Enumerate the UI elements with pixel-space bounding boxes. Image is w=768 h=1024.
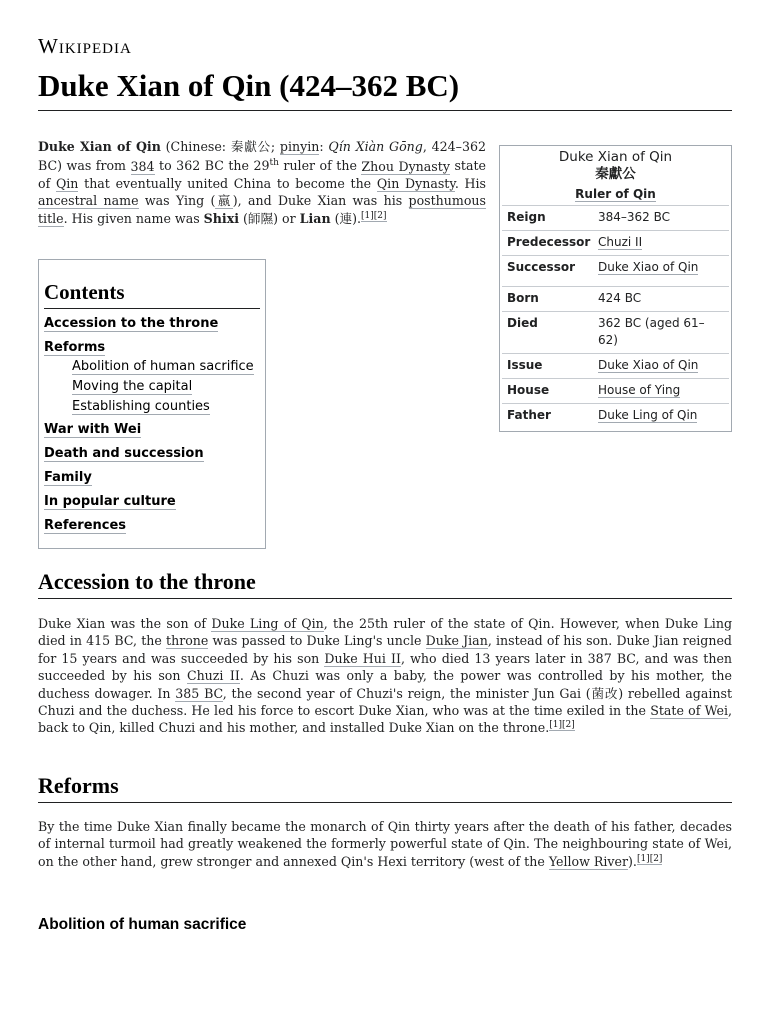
toc-list: [44, 315, 260, 535]
toc-subitem-counties[interactable]: [72, 397, 260, 417]
lead-text: , 424–362 BC) was from: [38, 139, 486, 174]
issue-link[interactable]: Duke Xiao of Qin: [598, 358, 699, 372]
shixi-characters: 師隰: [247, 210, 274, 226]
toc-item-label: In popular culture: [44, 494, 176, 509]
lead-text: . His given name was: [63, 210, 204, 226]
toc-subitem-capital[interactable]: [72, 377, 260, 397]
lead-paragraph: [38, 138, 486, 227]
father-link[interactable]: Duke Ling of Qin: [598, 408, 698, 422]
posthumous-title-link[interactable]: posthumous title: [38, 193, 487, 226]
infobox-row-reign: [502, 205, 729, 230]
toc-subitem-label: Moving the capital: [72, 379, 193, 394]
logo-text: Wikipedia: [38, 34, 132, 58]
reforms-section: [38, 818, 732, 870]
accession-paragraph: [38, 615, 732, 737]
throne-link[interactable]: throne: [166, 633, 209, 649]
toc-item-label: References: [44, 518, 127, 533]
predecessor-link[interactable]: Chuzi II: [598, 235, 643, 249]
lead-text: (: [239, 210, 248, 226]
ying-character-link[interactable]: 嬴: [215, 193, 233, 209]
infobox-row-issue: [502, 353, 729, 378]
year-385-bc-link[interactable]: 385 BC: [175, 685, 223, 701]
reference-2[interactable]: [650, 854, 663, 865]
toc-item-label: Accession to the throne: [44, 316, 219, 331]
infobox-label: Father: [507, 408, 551, 422]
infobox-value: [598, 407, 724, 424]
body-text: , the second year of Chuzi's reign, the minister Jun Gai (: [222, 685, 591, 701]
zhou-dynasty-link[interactable]: Zhou Dynasty: [361, 158, 450, 174]
lead-text: state of: [38, 158, 486, 191]
lead-text: . His: [454, 176, 486, 191]
infobox-label: Born: [507, 291, 539, 305]
pinyin-link[interactable]: pinyin: [279, 139, 320, 154]
reference-2[interactable]: [374, 211, 387, 222]
infobox-value: 384–362 BC: [598, 210, 671, 224]
infobox-label: Reign: [507, 210, 546, 224]
subsection-heading-abolition: Abolition of human sacrifice: [38, 916, 247, 933]
reference-1[interactable]: [637, 854, 650, 865]
toc-item-family[interactable]: [44, 469, 260, 487]
infobox-row-house: [502, 378, 729, 403]
body-text: ) rebelled against Chuzi and the duchess. He led his force to escort Duke Xian, who was at the time exiled in the: [38, 685, 733, 719]
lead-text: ;: [270, 139, 280, 154]
reference-1[interactable]: [549, 720, 562, 731]
page-title: Duke Xian of Qin (424–362 BC): [38, 66, 732, 111]
table-of-contents: [38, 259, 266, 549]
given-name-lian: Lian: [299, 210, 331, 226]
infobox-caption: [500, 146, 731, 183]
reforms-paragraph: [38, 818, 732, 870]
qin-dynasty-link[interactable]: Qin Dynasty: [376, 176, 455, 191]
infobox-subheader-label: Ruler of Qin: [575, 187, 656, 201]
body-text: , back to Qin, killed Chuzi and his mother, and installed Duke Xian on the throne.: [38, 703, 733, 736]
year-384-link[interactable]: 384: [130, 158, 155, 174]
lead-text: :: [319, 139, 329, 154]
jun-gai-characters: 菌改: [590, 685, 619, 701]
infobox-row-died: [502, 311, 729, 353]
pinyin-value: Qín Xiàn Gōng: [328, 139, 423, 154]
toc-item-label: Reforms: [44, 340, 106, 355]
infobox-value: 362 BC (aged 61–62): [598, 316, 705, 347]
infobox-value: [598, 259, 724, 276]
infobox-row-successor: [502, 255, 729, 280]
yellow-river-link[interactable]: Yellow River: [548, 853, 629, 869]
duke-hui-ii-link[interactable]: Duke Hui II: [324, 650, 401, 666]
toc-item-references[interactable]: [44, 517, 260, 535]
reference-link[interactable]: [1]: [549, 720, 562, 731]
lead-text: that eventually united China to become the: [78, 176, 377, 191]
infobox-label: Successor: [507, 260, 575, 274]
duke-ling-link[interactable]: Duke Ling of Qin: [211, 616, 324, 631]
body-text: was passed to Duke Ling's uncle: [208, 633, 426, 649]
qin-state-link[interactable]: Qin: [55, 176, 79, 191]
lead-text: ) or: [273, 210, 300, 226]
lead-text: was Ying (: [138, 193, 216, 209]
infobox-value: 424 BC: [598, 291, 642, 305]
infobox-label: Predecessor: [507, 235, 591, 249]
toc-item-label: Death and succession: [44, 446, 204, 461]
chuzi-ii-link[interactable]: Chuzi II: [186, 668, 240, 684]
infobox-value: [598, 382, 724, 399]
reference-link[interactable]: [2]: [649, 853, 663, 864]
body-text: , the 25th ruler of the state of Qin. However, when Duke Ling died in 415 BC, the: [38, 616, 733, 649]
accession-section: [38, 615, 732, 737]
reference-link[interactable]: [1]: [636, 853, 650, 864]
infobox-value: [598, 234, 724, 251]
toc-item-label: War with Wei: [44, 422, 142, 437]
lead-text: ruler of the: [278, 158, 362, 174]
infobox-label: House: [507, 383, 550, 397]
lead-subject: Duke Xian of Qin: [38, 139, 161, 154]
body-text: By the time Duke Xian finally became the monarch of Qin thirty years after the death of his father, decades of internal turmoil had greatly weakened the formerly powerful state of Qin. The neighbouring state of Wei, on the other hand, grew stronger and annexed Qin's Hexi territory (west of the: [38, 819, 732, 869]
infobox-caption-name: Duke Xian of Qin: [558, 149, 673, 165]
infobox-row-father: [502, 403, 729, 428]
infobox-label: Died: [507, 316, 538, 330]
toc-item-war-with-wei[interactable]: [44, 421, 260, 439]
lead-text: (: [330, 210, 340, 226]
lian-character: 連: [339, 210, 353, 226]
reference-link[interactable]: [1]: [361, 210, 374, 221]
ordinal-suffix: th: [269, 158, 279, 169]
lead-text: ), and Duke Xian was his: [232, 193, 409, 209]
toc-item-death[interactable]: [44, 445, 260, 463]
infobox-value: [598, 357, 724, 374]
reference-link[interactable]: [2]: [373, 210, 387, 221]
lead-text: ).: [352, 210, 362, 226]
toc-subitem-label: Abolition of human sacrifice: [72, 359, 254, 374]
chinese-name: 秦獻公: [230, 139, 271, 154]
toc-item-accession[interactable]: [44, 315, 260, 333]
infobox: [499, 145, 732, 432]
body-text: Duke Xian was the son of: [38, 616, 212, 631]
infobox-subheader[interactable]: [500, 187, 731, 201]
reference-link[interactable]: [2]: [561, 720, 575, 731]
section-heading-accession: Accession to the throne: [38, 568, 732, 599]
lead-text: to 362 BC the 29: [154, 158, 270, 174]
toc-item-reforms[interactable]: [44, 339, 260, 417]
lead-text: (Chinese:: [160, 139, 231, 154]
toc-subitem-label: Establishing counties: [72, 399, 210, 414]
body-text: , instead of his son. Duke Jian reigned for 15 years and was succeeded by his son: [38, 633, 732, 666]
wikipedia-logo[interactable]: [38, 34, 132, 59]
house-link[interactable]: House of Ying: [598, 383, 681, 397]
lead-section: [38, 138, 486, 227]
duke-jian-link[interactable]: Duke Jian: [425, 633, 488, 649]
reference-2[interactable]: [562, 720, 575, 731]
infobox-row-predecessor: [502, 230, 729, 255]
toc-item-label: Family: [44, 470, 92, 485]
infobox-row-born: [502, 286, 729, 311]
ancestral-name-link[interactable]: ancestral name: [38, 193, 139, 209]
section-heading-reforms: Reforms: [38, 772, 732, 803]
reference-1[interactable]: [361, 211, 374, 222]
toc-subitem-abolition[interactable]: [72, 357, 260, 377]
toc-sublist: [72, 357, 260, 417]
body-text: ).: [628, 853, 637, 869]
state-of-wei-link[interactable]: State of Wei: [650, 703, 728, 719]
given-name-shixi: Shixi: [203, 210, 239, 226]
body-text: , who died 13 years later in 387 BC, and was then succeeded by his son: [38, 650, 733, 684]
infobox-label: Issue: [507, 358, 543, 372]
toc-item-popular-culture[interactable]: [44, 493, 260, 511]
infobox-caption-chinese: 秦獻公: [595, 166, 636, 182]
successor-link[interactable]: Duke Xiao of Qin: [598, 260, 699, 274]
toc-title: Contents: [44, 280, 260, 309]
body-text: . As Chuzi was only a baby, the power was controlled by his mother, the duchess dowager. In: [38, 668, 732, 701]
